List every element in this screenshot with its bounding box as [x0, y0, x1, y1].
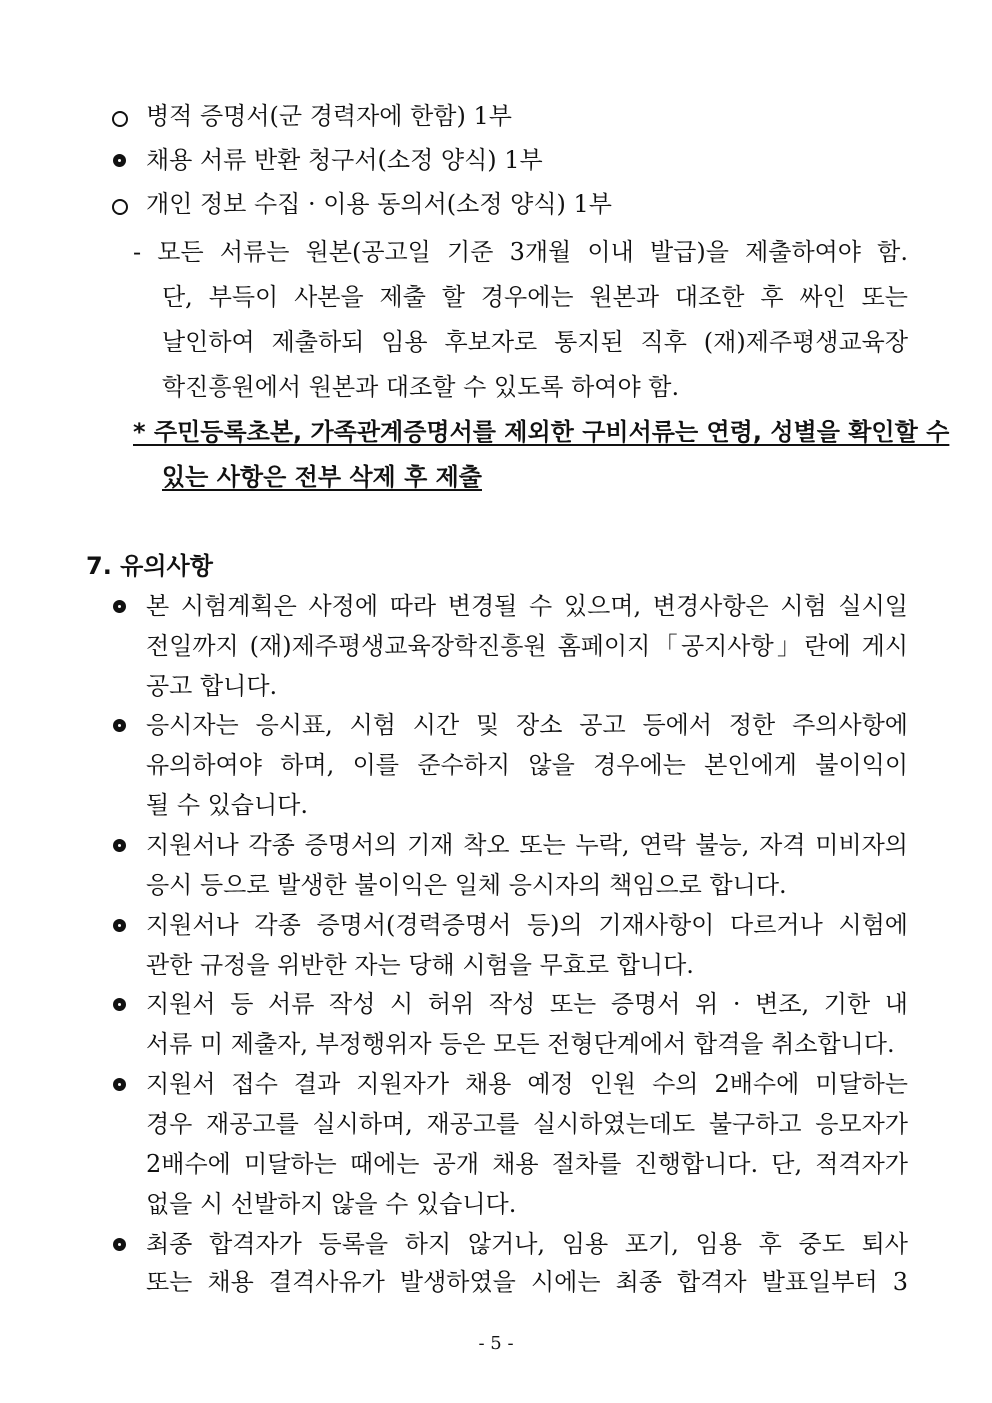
- note-line: 날인하여 제출하되 임용 후보자로 통지된 직후 (재)제주평생교육장: [162, 328, 908, 356]
- notice-line: 응시자는 응시표, 시험 시간 및 장소 공고 등에서 정한 주의사항에: [146, 711, 908, 739]
- notice-line: 지원서나 각종 증명서(경력증명서 등)의 기재사항이 다르거나 시험에: [146, 911, 908, 939]
- circle-bullet-icon: [113, 600, 126, 613]
- notice-line: 관한 규정을 위반한 자는 당해 시험을 무효로 합니다.: [146, 951, 694, 979]
- warning-line: 있는 사항은 전부 삭제 후 제출: [162, 463, 482, 491]
- circle-bullet-icon: [113, 919, 126, 932]
- circle-bullet-icon: [113, 719, 126, 732]
- notice-line: 최종 합격자가 등록을 하지 않거나, 임용 포기, 임용 후 중도 퇴사: [146, 1230, 908, 1258]
- notice-line: 될 수 있습니다.: [146, 791, 308, 819]
- notice-line: 지원서 등 서류 작성 시 허위 작성 또는 증명서 위 · 변조, 기한 내: [146, 990, 908, 1018]
- notice-line: 응시 등으로 발생한 불이익은 일체 응시자의 책임으로 합니다.: [146, 871, 787, 899]
- circle-bullet-icon: [113, 839, 126, 852]
- docs-item-military: 병적 증명서(군 경력자에 한함) 1부: [146, 102, 512, 130]
- circle-bullet-icon: [112, 199, 128, 215]
- note-line: - 모든 서류는 원본(공고일 기준 3개월 이내 발급)을 제출하여야 함.: [133, 238, 908, 266]
- note-line: 단, 부득이 사본을 제출 할 경우에는 원본과 대조한 후 싸인 또는: [162, 283, 908, 311]
- docs-item-privacy-consent: 개인 정보 수집 · 이용 동의서(소정 양식) 1부: [146, 190, 612, 218]
- circle-bullet-icon: [113, 1238, 126, 1251]
- notice-line: 또는 채용 결격사유가 발생하였을 시에는 최종 합격자 발표일부터 3: [146, 1268, 908, 1296]
- notice-line: 경우 재공고를 실시하며, 재공고를 실시하였는데도 불구하고 응모자가: [146, 1110, 908, 1138]
- circle-bullet-icon: [113, 1078, 126, 1091]
- notice-line: 지원서나 각종 증명서의 기재 착오 또는 누락, 연락 불능, 자격 미비자의: [146, 831, 908, 859]
- notice-line: 지원서 접수 결과 지원자가 채용 예정 인원 수의 2배수에 미달하는: [146, 1070, 908, 1098]
- notice-line: 2배수에 미달하는 때에는 공개 채용 절차를 진행합니다. 단, 적격자가: [146, 1150, 908, 1178]
- notice-line: 공고 합니다.: [146, 672, 278, 700]
- warning-line: * 주민등록초본, 가족관계증명서를 제외한 구비서류는 연령, 성별을 확인할 수: [133, 418, 950, 446]
- note-line: 학진흥원에서 원본과 대조할 수 있도록 하여야 함.: [162, 373, 680, 401]
- notice-line: 전일까지 (재)제주평생교육장학진흥원 홈페이지「공지사항」란에 게시: [146, 632, 908, 660]
- circle-bullet-icon: [113, 998, 126, 1011]
- page-number: - 5 -: [478, 1333, 514, 1354]
- notice-line: 유의하여야 하며, 이를 준수하지 않을 경우에는 본인에게 불이익이: [146, 751, 908, 779]
- circle-bullet-icon: [113, 154, 126, 167]
- docs-item-return-request: 채용 서류 반환 청구서(소정 양식) 1부: [146, 146, 543, 174]
- notice-line: 서류 미 제출자, 부정행위자 등은 모든 전형단계에서 합격을 취소합니다.: [146, 1030, 895, 1058]
- notice-line: 본 시험계획은 사정에 따라 변경될 수 있으며, 변경사항은 시험 실시일: [146, 592, 908, 620]
- circle-bullet-icon: [112, 111, 128, 127]
- section-heading: 7. 유의사항: [86, 552, 213, 580]
- notice-line: 없을 시 선발하지 않을 수 있습니다.: [146, 1190, 517, 1218]
